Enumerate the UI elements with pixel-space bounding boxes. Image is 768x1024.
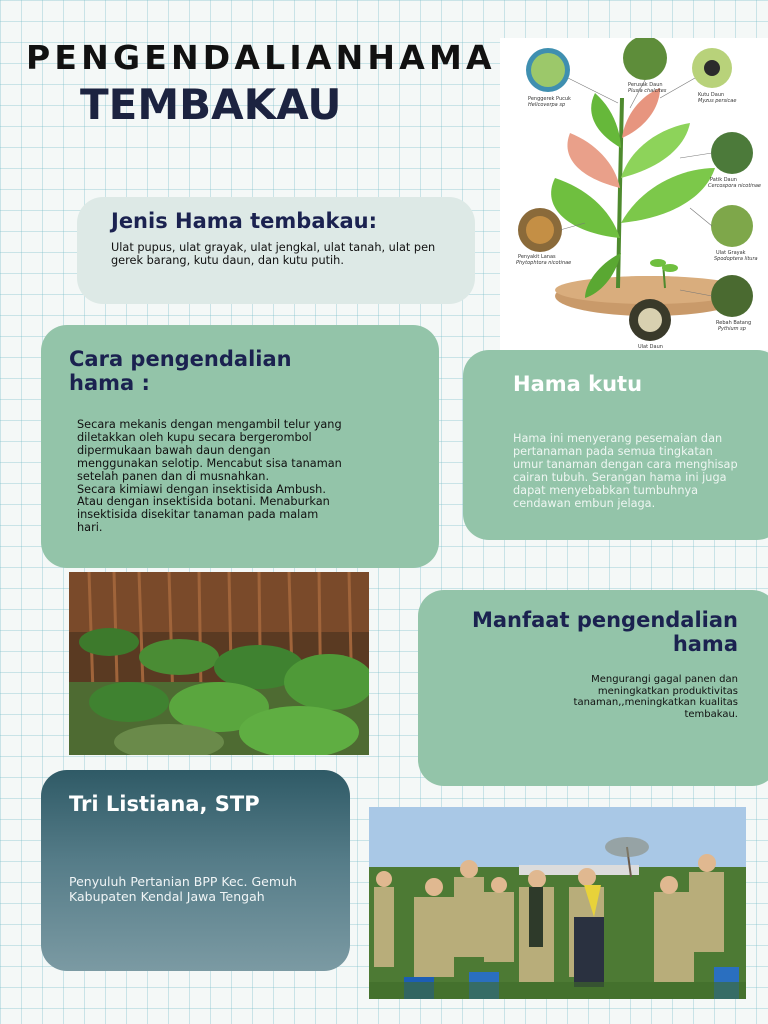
diagram-label: Ulat Daun bbox=[638, 344, 663, 350]
tobacco-field-photo bbox=[69, 572, 369, 755]
diagram-label: Rebah Batang bbox=[716, 320, 752, 326]
diagram-label: Penyakit Lanas bbox=[518, 254, 556, 260]
author-card bbox=[41, 770, 350, 971]
diagram-label: Kutu Daun bbox=[698, 92, 725, 98]
pest-types-text: Ulat pupus, ulat grayak, ulat jengkal, ulat tanah, ulat pen gerek barang, kutu daun, dan kutu putih. bbox=[111, 241, 436, 267]
control-methods-heading: Cara pengendalian hama : bbox=[69, 347, 292, 395]
aphid-pest-card bbox=[463, 350, 768, 540]
diagram-label: Spodoptera litura bbox=[714, 256, 758, 262]
aphid-pest-heading: Hama kutu bbox=[513, 372, 643, 396]
control-methods-card bbox=[41, 325, 439, 568]
tobacco-pest-diagram bbox=[500, 38, 768, 350]
diagram-label: Plusia chalcites bbox=[628, 88, 667, 94]
control-chemical-text: Secara kimiawi dengan insektisida Ambush. Atau dengan insektisida botani. Menaburkan insektisida disekitar tanaman pada malam hari. bbox=[77, 482, 330, 535]
benefits-card bbox=[418, 590, 768, 786]
pest-types-card bbox=[77, 197, 475, 304]
benefits-text: Mengurangi gagal panen dan meningkatkan produktivitas tanaman,,meningkatkan kualitas tembakau. bbox=[573, 674, 738, 720]
diagram-label: Ulat Grayak bbox=[716, 250, 746, 256]
diagram-label: Patik Daun bbox=[710, 177, 737, 183]
benefits-heading: Manfaat pengendalian hama bbox=[471, 608, 738, 656]
poster-title-line1: PENGENDALIANHAMA bbox=[26, 38, 496, 77]
diagram-label: Penggerek Pucuk bbox=[528, 96, 571, 102]
author-name: Tri Listiana, STP bbox=[69, 792, 260, 816]
diagram-label: Pythium sp bbox=[718, 326, 746, 332]
diagram-label: Myzus persicae bbox=[698, 98, 737, 104]
aphid-pest-text: Hama ini menyerang pesemaian dan pertanaman pada semua tingkatan umur tanaman dengan cara menghisap cairan tubuh. Serangan hama ini juga dapat menyebabkan tumbuhnya cendawan embun jelaga. bbox=[513, 432, 738, 510]
diagram-label: Helicoverpa sp bbox=[528, 102, 566, 108]
farmers-group-photo bbox=[369, 807, 746, 999]
diagram-label: Phytophtora nicotinae bbox=[516, 260, 572, 266]
poster-title-line2: TEMBAKAU bbox=[80, 80, 342, 129]
control-methods-text bbox=[69, 419, 347, 535]
pest-types-heading: Jenis Hama tembakau: bbox=[111, 209, 377, 233]
control-mechanical-text: Secara mekanis dengan mengambil telur yang diletakkan oleh kupu secara bergerombol dipermukaan bawah daun dengan menggunakan selotip. Mencabut sisa tanaman setelah panen dan di musnahkan. bbox=[77, 418, 342, 483]
diagram-label: Cercospora nicotinae bbox=[708, 183, 762, 189]
author-role: Penyuluh Pertanian BPP Kec. Gemuh Kabupaten Kendal Jawa Tengah bbox=[69, 874, 297, 904]
diagram-label: Perusak Daun bbox=[628, 82, 663, 88]
